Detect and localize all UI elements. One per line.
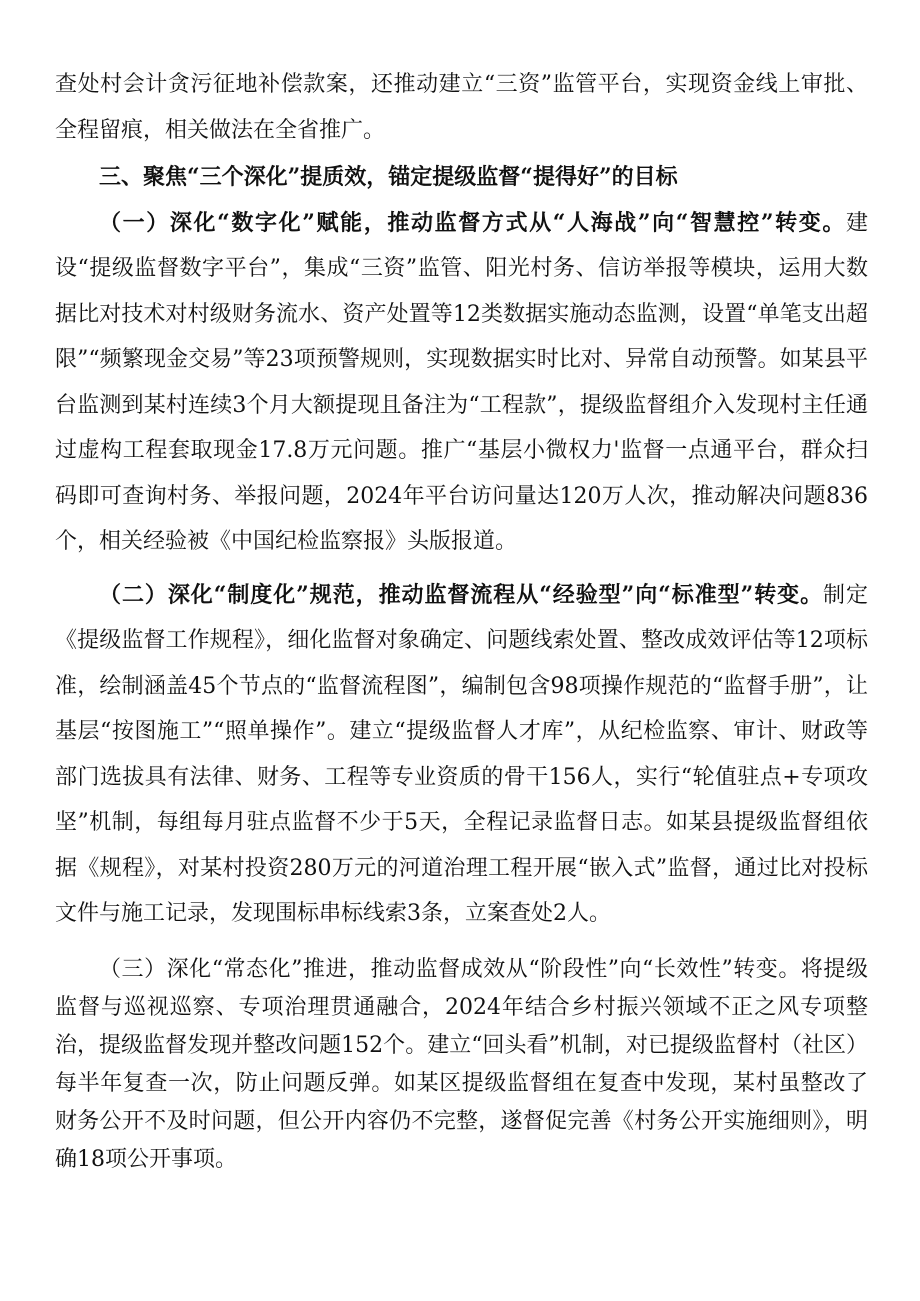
- item-1-lead: （一）深化“数字化”赋能，推动监督方式从“人海战”向“智慧控”转变。: [99, 209, 846, 236]
- section-heading: 三、聚焦“三个深化”提质效，锚定提级监督“提得好”的目标: [99, 164, 678, 190]
- item-1-body: 建设“提级监督数字平台”，集成“三资”监管、阳光村务、信访举报等模块，运用大数据比对技术对村级财务流水、资产处置等12类数据实施动态监测，设置“单笔支出超限”“频繁现金交易”等23项预警规则，实现数据实时比对、异常自动预警。如某县平台监测到某村连续3个月大额提现且备注为“工程款”，提级监督组介入发现村主任通过虚构工程套取现金17.8万元问题。推广“基层小微权力'监督一点通平台，群众扫码即可查询村务、举报问题，2024年平台访问量达120万人次，推动解决问题836个，相关经验被《中国纪检监察报》头版报道。: [55, 210, 868, 554]
- item-2-body: 制定《提级监督工作规程》，细化监督对象确定、问题线索处置、整改成效评估等12项标准，绘制涵盖45个节点的“监督流程图”，编制包含98项操作规范的“监督手册”，让基层“按图施工”“照单操作”。建立“提级监督人才库”，从纪检监察、审计、财政等部门选拔具有法律、财务、工程等专业资质的骨干156人，实行“轮值驻点+专项攻坚”机制，每组每月驻点监督不少于5天，全程记录监督日志。如某县提级监督组依据《规程》，对某村投资280万元的河道治理工程开展“嵌入式”监督，通过比对投标文件与施工记录，发现围标串标线索3条，立案查处2人。: [55, 582, 868, 926]
- item-2-paragraph: [55, 573, 868, 937]
- item-1-paragraph: [55, 201, 868, 565]
- item-2-lead: （二）深化“制度化”规范，推动监督流程从“经验型”向“标准型”转变。: [99, 581, 824, 608]
- item-3-lead: （三）深化“常态化”推进，推动监督成效从“阶段性”向“长效性”转变。: [99, 956, 801, 982]
- intro-paragraph: 查处村会计贪污征地补偿款案，还推动建立“三资”监管平台，实现资金线上审批、全程留痕，相关做法在全省推广。: [55, 72, 868, 143]
- item-3-body: 将提级监督与巡视巡察、专项治理贯通融合，2024年结合乡村振兴领域不正之风专项整治，提级监督发现并整改问题152个。建立“回头看”机制，对已提级监督村（社区）每半年复查一次，防止问题反弹。如某区提级监督组在复查中发现，某村虽整改了财务公开不及时问题，但公开内容仍不完整，遂督促完善《村务公开实施细则》，明确18项公开事项。: [55, 956, 868, 1172]
- item-3-paragraph: [55, 951, 868, 1179]
